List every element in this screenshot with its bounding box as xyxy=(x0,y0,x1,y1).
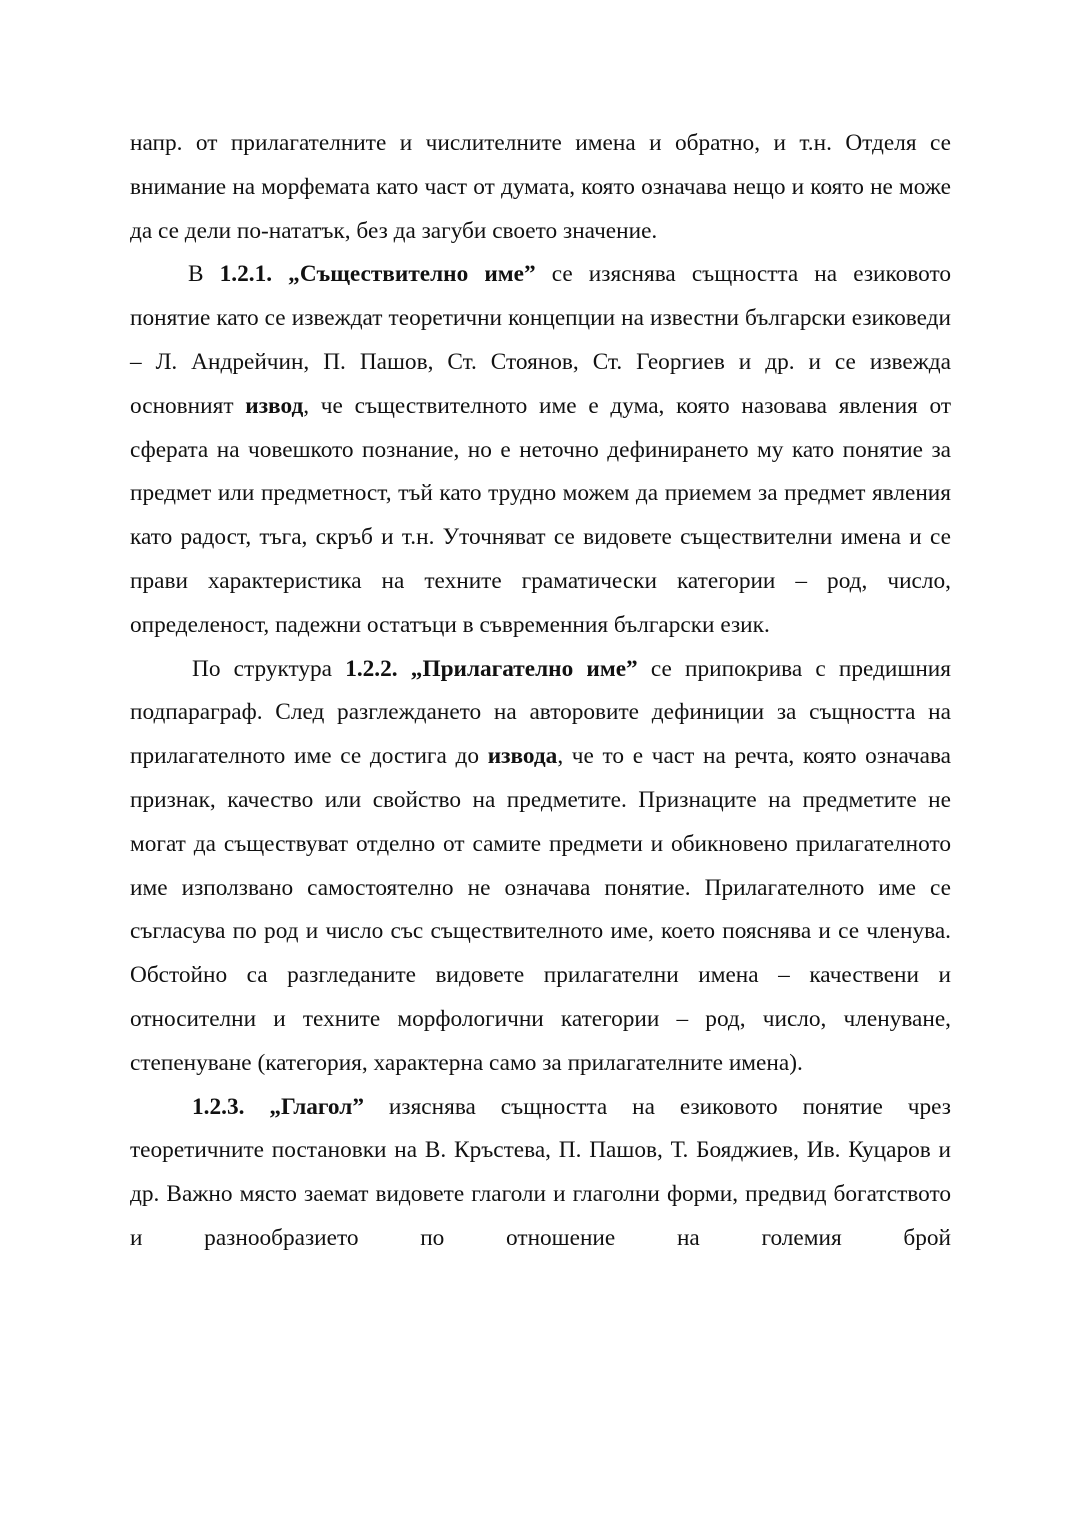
document-page xyxy=(130,122,951,1261)
paragraph-verb xyxy=(130,1086,951,1261)
paragraph-text: се припокрива с предишния подпараграф. След разглеждането на авторовите дефиниции за същността на прилагателното име се достига до xyxy=(130,655,951,770)
paragraph-text: , че съществителното име е дума, която назовава явления от сферата на човешкото познание, но е неточно дефинирането му като понятие за предмет или предметност, тъй като трудно можем да приемем за предмет явления като радост, тъга, скръб и т.н. Уточняват се видовете съществителни имена и се прави характеристика на техните граматически категории – род, число, определеност, падежни остатъци в съвременния български език. xyxy=(130,392,952,638)
paragraph-text: По структура xyxy=(192,655,346,682)
section-heading-verb: 1.2.3. „Глагол” xyxy=(192,1093,364,1120)
paragraph-text: се изяснява същността на езиковото понятие като се извеждат теоретични концепции на известни български езиковеди – Л. Андрейчин, П. Пашов, Ст. Стоянов, Ст. Георгиев и др. и се извежда основният xyxy=(130,261,951,419)
paragraph-text: изяснява същността на езиковото понятие чрез теоретичните постановки на В. Кръстева, П. Пашов, Т. Бояджиев, Ив. Куцаров и др. Важно място заемат видовете глаголи и глаголни форми, предвид богатството и разнообразието по отношение на големия брой xyxy=(130,1093,951,1251)
paragraph-text: В xyxy=(188,261,220,288)
paragraph-morpheme xyxy=(130,122,951,253)
paragraph-text: , че то е част на речта, която означава признак, качество или свойство на предметите. Признаците на предметите не могат да съществуват отделно от самите предмети и обикновено прилагателното име използвано самостоятелно не означава понятие. Прилагателното име се съгласува по род и число със съществителното име, което пояснява и се членува. Обстойно са разгледаните видовете прилагателни имена – качествени и относителни и техните морфологични категории – род, число, членуване, степенуване (категория, характерна само за прилагателните имена). xyxy=(130,743,951,1076)
section-heading-noun: 1.2.1. „Съществително име” xyxy=(219,261,536,288)
emphasis-conclusion: извод xyxy=(245,392,304,419)
paragraph-noun xyxy=(130,253,951,647)
emphasis-conclusion: извода xyxy=(487,743,558,770)
paragraph-text: напр. от прилагателните и числителните имена и обратно, и т.н. Отделя се внимание на морфемата като част от думата, която означава нещо и която не може да се дели по-нататък, без да загуби своето значение. xyxy=(130,130,951,244)
section-heading-adjective: 1.2.2. „Прилагателно име” xyxy=(345,655,638,682)
paragraph-adjective xyxy=(130,648,951,1086)
